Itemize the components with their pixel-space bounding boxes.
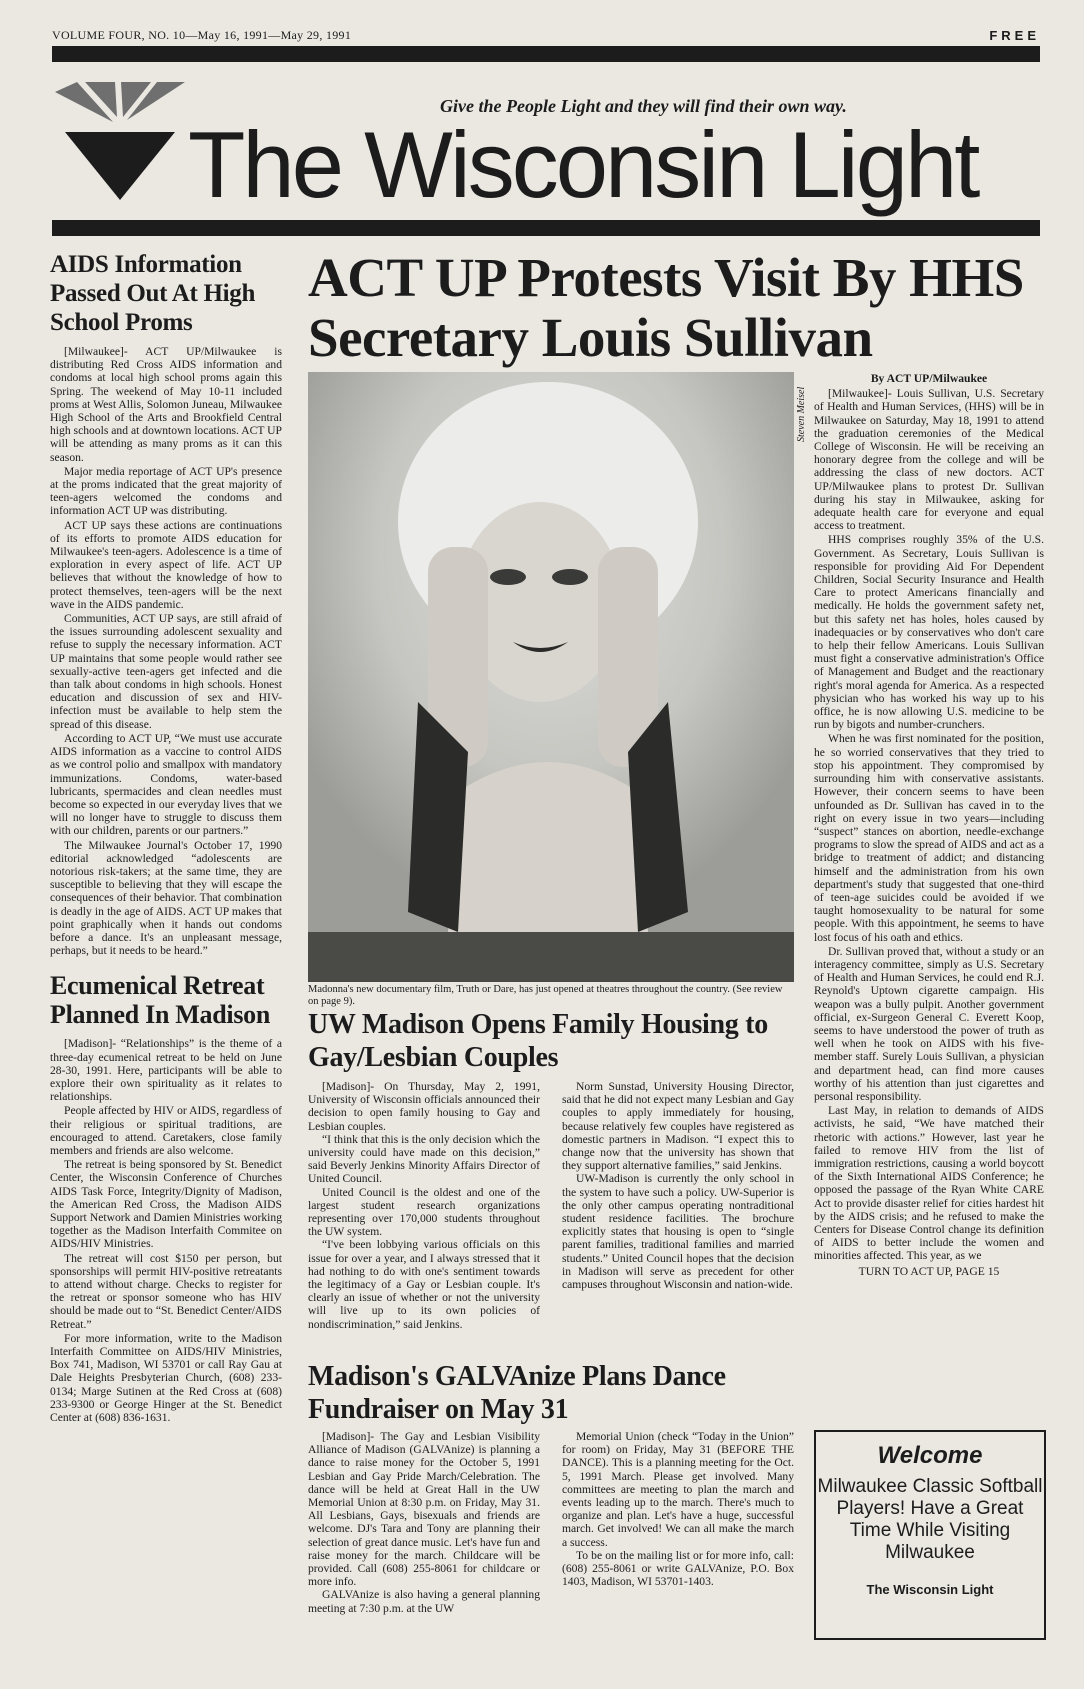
paragraph: Memorial Union (check “Today in the Union” for room) on Friday, May 31 (BEFORE THE DANCE). This is a planning meeting for the Oct. 5, 1991 March. Please get involved. Many committees are meeting to plan the march and events leading up to the march. There's much to organize and plan. Let's have a huge, successful march. Get involved! We can all make the march a success. [562, 1430, 794, 1549]
welcome-ad-box [814, 1430, 1046, 1640]
uw-madison-col2 [562, 1080, 794, 1291]
paragraph: The retreat is being sponsored by St. Benedict Center, the Wisconsin Conference of Churches AIDS Task Force, Integrity/Dignity of Madison, the American Red Cross, the Madison AIDS Support Network and Damien Ministries working together as the Madison Interfaith Commitee on AIDS/HIV Ministries. [50, 1158, 282, 1251]
paragraph: [Madison]- The Gay and Lesbian Visibility Alliance of Madison (GALVAnize) is planning a dance to raise money for the October 5, 1991 Lesbian and Gay Pride March/Celebration. The dance will be held at Great Hall in the UW Memorial Union at 8:30 p.m. on Friday, May 31. All Lesbians, Gays, bisexuals and friends are welcome. DJ's Tara and Tony are planning their selection of great dance music. Let's have fun and raise money for the march. Childcare will be provided. Call (608) 255-8061 for childcare or more info. [308, 1430, 540, 1589]
paragraph: Norm Sunstad, University Housing Director, said that he did not expect many Lesbian and Gay couples to apply immediately for housing, because relatively few couples have registered as domestic partners in Madison. “I expect this to change now that the university has shown that they support alternative families,” said Jenkins. [562, 1080, 794, 1173]
aids-proms-headline: AIDS Information Passed Out At High School Proms [50, 251, 256, 336]
paragraph: The Milwaukee Journal's October 17, 1990 editorial acknowledged “adolescents are notorious risk-takers; at the same time, they are susceptible to believing that they will escape the consequences of their behavior. That combination is deadly in the age of AIDS. ACT UP makes that point graphically when it hands out condoms before a dance. It's an unpleasant message, perhaps, but it needs to be heard.” [50, 838, 282, 958]
paragraph: According to ACT UP, “We must use accurate AIDS information as a vaccine to control AIDS as we control polio and smallpox with mandatory immunizations. Condoms, water-based lubricants, spermacides and clean needles must become so expected in our everyday lives that we will no longer have to struggle to discuss them with our children, parents or our partners.” [50, 731, 282, 838]
top-rule [52, 46, 1040, 62]
aids-proms-body [50, 345, 282, 957]
welcome-title: Welcome [877, 1442, 983, 1469]
paragraph: The retreat will cost $150 per person, but sponsorships will permit HIV-positive retreatants to attend without charge. Checks to register for the retreat or sponsor someone who has HIV should be made out to “St. Benedict Center/AIDS Retreat.” [50, 1251, 282, 1331]
light-rays-triangle-logo [55, 82, 185, 202]
photo-credit: Steven Meisel [796, 386, 807, 442]
paragraph: Dr. Sullivan proved that, without a study or an interagency committee, simply as U.S. Secretary of Health and Human Services, he could end R.J. Reynold's Uptown cigarette campaign. His weapon was a bully pulpit. Another government official, ex-Surgeon General C. Everett Koop, seems to have understood the power of truth as well when he took on AIDS with his five-member staff. Surely Louis Sullivan, a physician and department head, can find more causes worthy of his attention than just cigarettes and personal responsibility. [814, 944, 1044, 1103]
issue-info: VOLUME FOUR, NO. 10—May 16, 1991—May 29, 1991 [52, 28, 352, 42]
paragraph: Communities, ACT UP says, are still afraid of the issues surrounding adolescent sexuality and refuse to supply the necessary information. ACT UP maintains that some people would rather see sexually-active teen-agers get infected and die than talk about condoms in high schools. Honest education and discussion of sex and HIV-infection must be available to help stem the spread of this disease. [50, 612, 282, 731]
left-column [50, 250, 282, 1425]
welcome-footer: The Wisconsin Light [866, 1582, 994, 1597]
ecumenical-retreat-body [50, 1037, 282, 1424]
newspaper-title: The Wisconsin Light [188, 112, 978, 217]
lead-story-body [814, 372, 1044, 1278]
paragraph: GALVAnize is also having a general planning meeting at 7:30 p.m. at the UW [308, 1588, 540, 1615]
paragraph: United Council is the oldest and one of the largest student research organizations representing over 170,000 students throughout the UW system. [308, 1185, 540, 1239]
uw-madison-headline: UW Madison Opens Family Housing to Gay/Lesbian Couples [308, 1009, 768, 1073]
welcome-body: Milwaukee Classic Softball Players! Have a Great Time While Visiting Milwaukee [817, 1476, 1043, 1563]
issue-line [52, 28, 1040, 43]
paragraph: For more information, write to the Madison Interfaith Committee on AIDS/HIV Ministries, Box 741, Madison, WI 53701 or call Ray Gau at Dale Heights Presbyterian Church, (608) 233-0134; Marge Sutinen at the Red Cross at (608) 233-9300 or George Hinger at the St. Benedict Center at (608) 836-1631. [50, 1331, 282, 1425]
masthead-rule [52, 220, 1040, 236]
byline: By ACT UP/Milwaukee [870, 372, 988, 385]
paragraph: [Madison]- On Thursday, May 2, 1991, University of Wisconsin officials announced their decision to open family housing to Gay and Lesbian couples. [308, 1080, 540, 1133]
paragraph: Last May, in relation to demands of AIDS activists, he said, “We have matched their rhetoric with actions.” However, last year he failed to remove HIV from the list of immigration restrictions, causing a world boycott of the Sixth International AIDS Conference; he opposed the passage of the Ryan White CARE Act to provide disaster relief for cities hardest hit by the AIDS crisis; and he refused to make the Centers for Disease Control change its definition of AIDS to better include the women and minorities affected. This year, as we [814, 1104, 1044, 1263]
paragraph: [Madison]- “Relationships” is the theme of a three-day ecumenical retreat to be held on June 28-30, 1991. Here, participants will be able to explore their own spirituality as it relates to relationships. [50, 1037, 282, 1104]
paragraph: To be on the mailing list or for more info, call: (608) 255-8061 or write GALVAnize, P.O. Box 1403, Madison, WI 53701-1403. [562, 1548, 794, 1589]
paragraph: When he was first nominated for the position, he so worried conservatives that they tried to stop his appointment. They compromised by surrounding him with conservative assistants. However, their concern seems to have been unfounded as Dr. Sullivan has caved in to the right on every issue in two years—including “suspect” stances on abortion, needle-exchange programs to slow the spread of AIDS and act as a bridge to treatment of addict; and distancing himself and the administration from his own department's study that suggested that one-third of teen-age suicides could be avoided if we taught homosexuality to be natural for some people. With this appointment, he seems to have lost focus of his oath and ethics. [814, 732, 1044, 944]
uw-madison-col1 [308, 1080, 540, 1331]
paragraph: HHS comprises roughly 35% of the U.S. Government. As Secretary, Louis Sullivan is responsible for providing Aid For Dependent Children, Social Security Insurance and Health Care to protect Americans financially and medically. He holds the government safety net, but this safety net has holes, holes caused by inadequacies or by conservatives who don't care to help their fellow Americans. Louis Sullivan must fight a conservative administration's Office of Management and Budget and the reactionary right's moral agenda for America. As a respected physician who has worked his way up to his office, he is now allowing U.S. medicine to be run by bigots and number-crunchers. [814, 533, 1044, 732]
galvanize-col1 [308, 1430, 540, 1615]
photo-caption: Madonna's new documentary film, Truth or Dare, has just opened at theatres throughout the country. (See review on page 9). [308, 984, 783, 1007]
paragraph: Major media reportage of ACT UP's presence at the proms indicated that the great majority of teen-agers welcomed the condoms and information ACT UP was distributing. [50, 464, 282, 518]
jump-line: TURN TO ACT UP, PAGE 15 [858, 1264, 1000, 1278]
paragraph: UW-Madison is currently the only school in the system to have such a policy. UW-Superior is the only other campus operating nontraditional student residence facilities. The brochure explicitly states that housing is open to “single parent families, traditional families and married students.” United Council hopes that the decision in Madison will serve as precedent for other campuses throughout Wisconsin and nation-wide. [562, 1172, 794, 1292]
ecumenical-retreat-headline: Ecumenical Retreat Planned In Madison [50, 971, 271, 1030]
paragraph: [Milwaukee]- ACT UP/Milwaukee is distributing Red Cross AIDS information and condoms at local high school proms again this Spring. The weekend of May 10-11 included proms at West Allis, Solomon Juneau, Milwaukee High School of the Arts and Brookfield Central high schools and at downtown locations. ACT UP will be attending as many proms as it can this season. [50, 345, 282, 464]
lead-headline: ACT UP Protests Visit By HHS Secretary Louis Sullivan [308, 247, 1024, 368]
price-label: FREE [989, 28, 1040, 43]
paragraph: ACT UP says these actions are continuations of its efforts to promote AIDS education for Milwaukee's teen-agers. Adolescence is a time of exploration in every aspect of life. ACT UP believes that without the knowledge of how to protect themselves, teen-agers will be the next wave in the AIDS pandemic. [50, 518, 282, 611]
tagline: Give the People Light and they will find their own way. [440, 96, 847, 116]
galvanize-headline: Madison's GALVAnize Plans Dance Fundraiser on May 31 [308, 1361, 726, 1425]
madonna-photo [308, 372, 794, 982]
paragraph: [Milwaukee]- Louis Sullivan, U.S. Secretary of Health and Human Services, (HHS) will be in Milwaukee on Saturday, May 18, 1991 to attend the graduation ceremonies of the Medical College of Wisconsin. He will be receiving an honorary degree from the college and will be addressing the class of new doctors. ACT UP/Milwaukee plans to protest Dr. Sullivan during his stay in Milwaukee, asking for adequate health care for everyone and equal access to treatment. [814, 387, 1044, 533]
paragraph: People affected by HIV or AIDS, regardless of their religious or spiritual traditions, are encouraged to attend. Caretakers, close family members and friends are also welcome. [50, 1104, 282, 1157]
paragraph: “I think that this is the only decision which the university could have made on this decision,” said Beverly Jenkins Minority Affairs Director of United Council. [308, 1132, 540, 1186]
photo-illustration [308, 372, 794, 982]
paragraph: “I've been lobbying various officials on this issue for over a year, and I always stressed that it had nothing to do with one's sentiment towards the legitimacy of a Gay or Lesbian couple. It's clearly an issue of whether or not the university will live up to its own policies of nondiscrimination,” said Jenkins. [308, 1238, 540, 1331]
galvanize-col2 [562, 1430, 794, 1588]
